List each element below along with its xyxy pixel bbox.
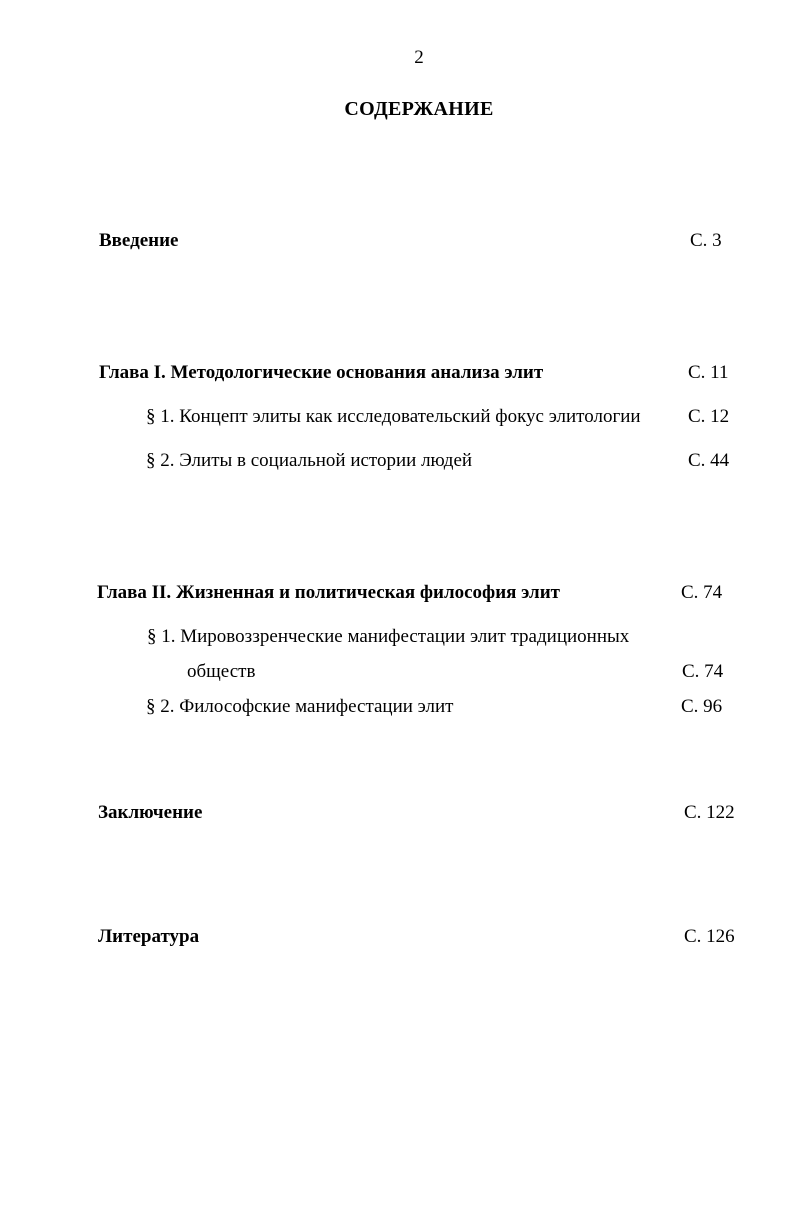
page-number: 2 (414, 47, 424, 68)
toc-ch2-s1-label-line-2: обществ (187, 661, 256, 682)
toc-intro-page: С. 3 (690, 230, 722, 251)
toc-ch1-s2-page: С. 44 (688, 450, 730, 471)
toc-conclusion-page: С. 122 (684, 802, 735, 823)
toc-chapter-2-label: Глава II. Жизненная и политическая философия элит (97, 582, 560, 603)
toc-ch2-s2-label: § 2. Философские манифестации элит (146, 696, 454, 717)
toc-chapter-1-label: Глава I. Методологические основания анализа элит (99, 362, 544, 383)
toc-conclusion-label: Заключение (98, 802, 203, 823)
toc-literature-label: Литература (98, 926, 200, 947)
toc-ch2-s1-label-line-1: § 1. Мировоззренческие манифестации элит традиционных (147, 626, 630, 647)
toc-ch2-s2-page: С. 96 (681, 696, 723, 717)
toc-ch1-s1-label: § 1. Концепт элиты как исследовательский фокус элитологии (146, 406, 641, 427)
toc-ch1-s1-page: С. 12 (688, 406, 730, 427)
page-title: СОДЕРЖАНИЕ (344, 98, 494, 120)
toc-ch2-s1-page: С. 74 (682, 661, 724, 682)
toc-chapter-2-page: С. 74 (681, 582, 723, 603)
toc-ch1-s2-label: § 2. Элиты в социальной истории людей (146, 450, 473, 471)
toc-chapter-1-page: С. 11 (688, 362, 729, 383)
toc-literature-page: С. 126 (684, 926, 735, 947)
toc-intro-label: Введение (99, 230, 179, 251)
